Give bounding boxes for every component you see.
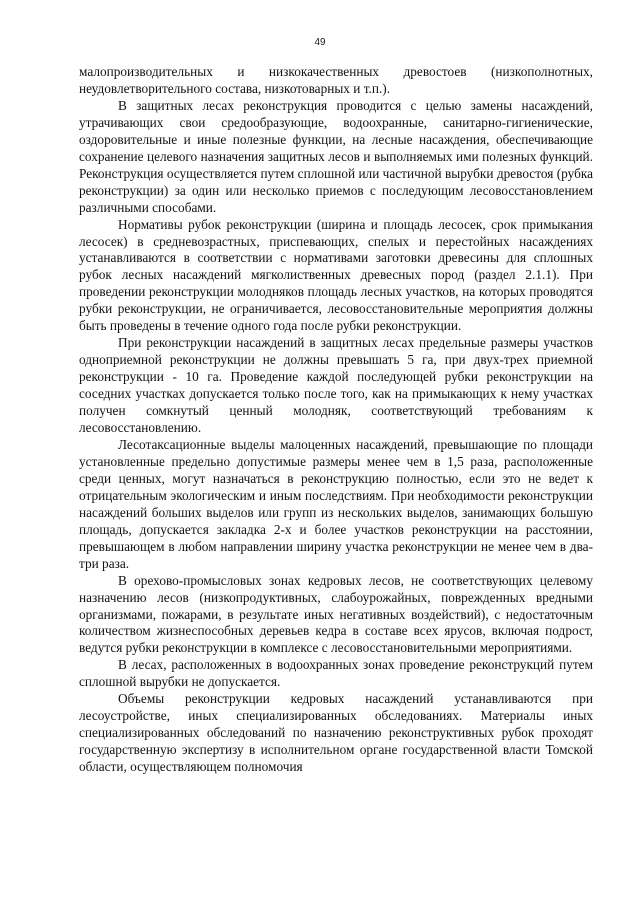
paragraph-water-protection: В лесах, расположенных в водоохранных зонах проведение реконструкций путем сплошной вырубки не допускается. (79, 657, 593, 690)
paragraph-protective-forests: В защитных лесах реконструкция проводится с целью замены насаждений, утрачивающих свои средообразующие, водоохранные, санитарно-гигиенические, оздоровительные и иные полезные функции, на лесные насаждения, обеспечивающие сохранение целевого назначения защитных лесов и выполняемых ими полезных функций. Реконструкция осуществляется путем сплошной или частичной вырубки древостоя (рубка реконструкции) за один или несколько приемов с последующим лесовосстановлением различными способами. (79, 97, 593, 215)
paragraph-continuation: малопроизводительных и низкокачественных древостоев (низкополнотных, неудовлетворительного состава, низкотоварных и т.п.). (79, 64, 593, 96)
paragraph-cedar-volumes: Объемы реконструкции кедровых насаждений устанавливаются при лесоустройстве, иных специализированных обследованиях. Материалы иных специализированных обследований по назначению реконструктивных рубок проходят государственную экспертизу в исполнительном органе государственной власти Томской области, осуществляющем полномочия (79, 691, 593, 775)
paragraph-cedar-zones: В орехово-промысловых зонах кедровых лесов, не соответствующих целевому назначению лесов (низкопродуктивных, слабоурожайных, поврежденных вредными организмами, пожарами, в результате иных негативных воздействий), с недостаточным количеством жизнеспособных деревьев кедра в составе всех ярусов, включая подрост, ведутся рубки реконструкции в комплексе с лесовосстановительными мероприятиями. (79, 572, 593, 656)
paragraph-area-limits: При реконструкции насаждений в защитных лесах предельные размеры участков одноприемной реконструкции не должны превышать 5 га, при двух-трех приемной реконструкции - 10 га. Проведение каждой последующей рубки реконструкции на соседних участках допускается только после того, как на примыкающих к нему участках получен сомкнутый ценный молодняк, соответствующий требованиям к лесовосстановлению. (79, 335, 593, 436)
paragraph-reconstruction-norms: Нормативы рубок реконструкции (ширина и площадь лесосек, срок примыкания лесосек) в средневозрастных, приспевающих, спелых и перестойных насаждениях устанавливаются в соответствии с нормативами заготовки древесины для сплошных рубок лесных насаждений мягколиственных древесных пород (раздел 2.1.1). При проведении реконструкции молодняков площадь лесных участков, на которых проводятся рубки реконструкции, не ограничивается, лесовосстановительные мероприятия должны быть проведены в течение одного года после рубки реконструкции. (79, 216, 593, 334)
page-number: 49 (314, 37, 326, 48)
paragraph-inventory-plots: Лесотаксационные выделы малоценных насаждений, превышающие по площади установленные предельно допустимые размеры менее чем в 1,5 раза, расположенные среди ценных, могут назначаться в реконструкцию полностью, если это не ведет к отрицательным экологическим и иным последствиям. При необходимости реконструкции насаждений больших выделов или групп из нескольких выделов, занимающих большую площадь, допускается закладка 2-х и более участков реконструкции на расстоянии, превышающем в любом направлении ширину участка реконструкции не менее чем в два-три раза. (79, 436, 593, 571)
body-text (79, 64, 593, 776)
